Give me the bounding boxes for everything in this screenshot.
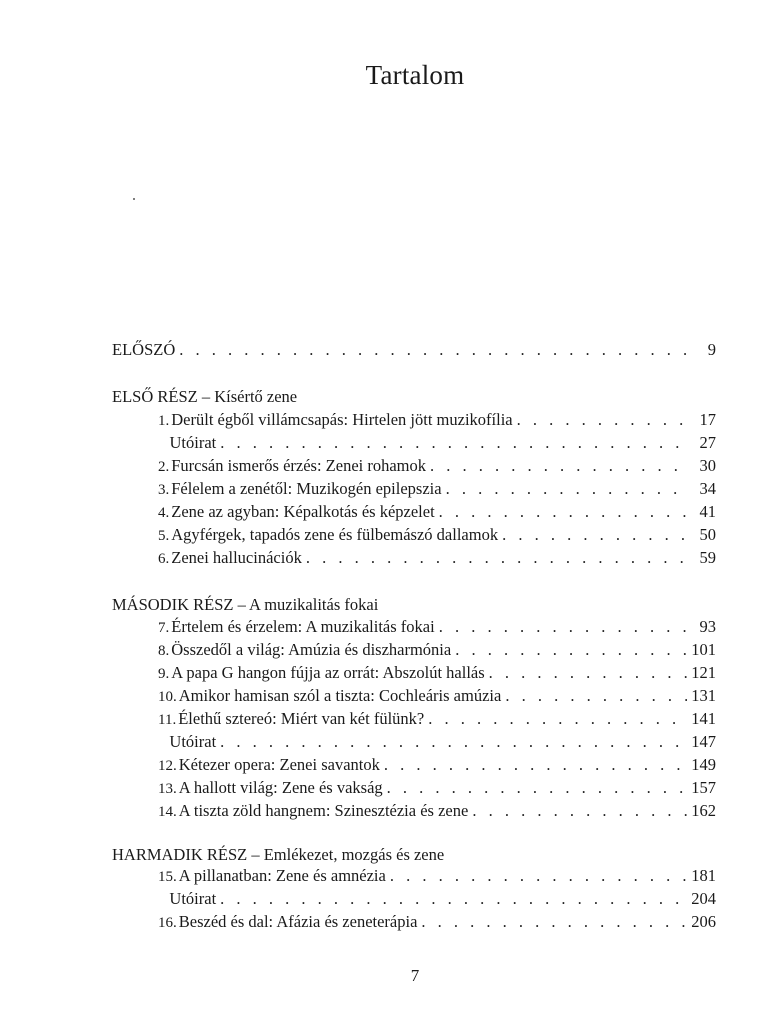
toc-entry-page: 157 [691, 778, 716, 797]
dot-leader [306, 548, 690, 568]
dot-leader [428, 709, 687, 729]
toc-entry-number: 4. [158, 505, 170, 521]
toc-entry-number: 9. [158, 666, 170, 682]
dot-leader [220, 433, 690, 453]
toc-entry-page: 121 [691, 663, 716, 682]
dot-leader [502, 525, 690, 545]
toc-entry-title: Furcsán ismerős érzés: Zenei rohamok [171, 456, 427, 475]
dot-leader [220, 732, 687, 752]
toc-entry-title: Összedől a világ: Amúzia és diszharmónia [171, 640, 452, 659]
toc-entry-page: 34 [699, 479, 716, 498]
toc-row [158, 778, 716, 800]
toc-entry-page: 30 [699, 456, 716, 475]
dot-leader [446, 479, 690, 499]
toc-row [158, 525, 716, 547]
dot-leader [472, 801, 687, 821]
toc-entry-title: Utóirat [169, 433, 217, 452]
toc-entry-title: Félelem a zenétől: Muzikogén epilepszia [171, 479, 442, 498]
toc-entry-number: 6. [158, 551, 170, 567]
toc-entry-number: 1. [158, 413, 170, 429]
dot-leader [505, 686, 687, 706]
toc-entry-page: 101 [691, 640, 716, 659]
toc-entry-page: 59 [699, 548, 716, 567]
dot-leader [439, 502, 690, 522]
toc-entry-title: Kétezer opera: Zenei savantok [178, 755, 380, 774]
toc-entry-title: A pillanatban: Zene és amnézia [178, 866, 386, 885]
part-title: HARMADIK RÉSZ – Emlékezet, mozgás és zene [112, 845, 445, 864]
toc-entry-title: Beszéd és dal: Afázia és zeneterápia [178, 912, 418, 931]
toc-entry-number: 16. [158, 915, 177, 931]
dot-leader [387, 778, 688, 798]
toc-row [158, 502, 716, 524]
dot-leader [439, 617, 690, 637]
toc-entry-number: 15. [158, 869, 177, 885]
toc-entry-title: Amikor hamisan szól a tiszta: Cochleáris amúzia [178, 686, 502, 705]
toc-row [158, 433, 716, 455]
toc-row [158, 755, 716, 777]
part-title: ELSŐ RÉSZ – Kísértő zene [112, 387, 298, 406]
toc-entry-number: 10. [158, 689, 177, 705]
dot-leader [517, 410, 690, 430]
page-number: 7 [410, 966, 420, 985]
toc-row [158, 617, 716, 639]
dot-leader [430, 456, 690, 476]
toc-row [158, 548, 716, 570]
toc-row [158, 866, 716, 888]
toc-entry-number: 3. [158, 482, 170, 498]
toc-entry-title: Derült égből villámcsapás: Hirtelen jött muzikofília [171, 410, 513, 429]
toc-entry-page: 181 [691, 866, 716, 885]
part-title: MÁSODIK RÉSZ – A muzikalitás fokai [112, 595, 379, 614]
toc-row-preface [112, 340, 716, 362]
toc-entry-page: 131 [691, 686, 716, 705]
page-title: Tartalom [365, 60, 465, 90]
dot-leader [489, 663, 688, 683]
dot-leader [179, 340, 690, 360]
toc-entry-title: Utóirat [169, 732, 217, 751]
toc-entry-title: A tiszta zöld hangnem: Szinesztézia és zene [178, 801, 469, 820]
toc-entry-title: Zenei hallucinációk [171, 548, 302, 567]
dot-leader [455, 640, 687, 660]
toc-entry-page: 9 [707, 340, 716, 359]
toc-entry-title: ELŐSZÓ [112, 340, 176, 359]
toc-row [158, 479, 716, 501]
toc-row [158, 686, 716, 708]
toc-entry-page: 17 [699, 410, 716, 429]
toc-entry-page: 141 [691, 709, 716, 728]
dot-leader [384, 755, 687, 775]
toc-row [158, 456, 716, 478]
toc-entry-title: Zene az agyban: Képalkotás és képzelet [171, 502, 435, 521]
dot-leader [220, 889, 687, 909]
toc-entry-title: Értelem és érzelem: A muzikalitás fokai [171, 617, 435, 636]
toc-entry-page: 162 [691, 801, 716, 820]
toc-row [158, 410, 716, 432]
dot-leader [421, 912, 687, 932]
toc-entry-number: 12. [158, 758, 177, 774]
toc-row [158, 801, 716, 823]
toc-entry-number: 7. [158, 620, 170, 636]
toc-entry-number: 8. [158, 643, 170, 659]
toc-row [158, 640, 716, 662]
toc-row [158, 663, 716, 685]
toc-entry-number: 13. [158, 781, 177, 797]
toc-entry-page: 27 [699, 433, 716, 452]
toc-entry-page: 147 [691, 732, 716, 751]
toc-entry-number: 11. [158, 712, 177, 728]
paper-speck [133, 198, 135, 200]
toc-entry-title: Utóirat [169, 889, 217, 908]
toc-entry-title: Élethű sztereó: Miért van két fülünk? [178, 709, 425, 728]
toc-entry-page: 204 [691, 889, 716, 908]
toc-row [158, 889, 716, 911]
toc-entry-page: 50 [699, 525, 716, 544]
toc-entry-number: 14. [158, 804, 177, 820]
toc-entry-number: 2. [158, 459, 170, 475]
toc-row [158, 912, 716, 934]
toc-entry-page: 206 [691, 912, 716, 931]
toc-entry-page: 41 [699, 502, 716, 521]
toc-entry-title: Agyférgek, tapadós zene és fülbemászó dallamok [171, 525, 499, 544]
toc-entry-title: A papa G hangon fújja az orrát: Abszolút hallás [171, 663, 485, 682]
dot-leader [390, 866, 687, 886]
toc-entry-title: A hallott világ: Zene és vakság [178, 778, 383, 797]
toc-row [158, 732, 716, 754]
toc-row [158, 709, 716, 731]
toc-entry-page: 93 [699, 617, 716, 636]
toc-entry-page: 149 [691, 755, 716, 774]
toc-entry-number: 5. [158, 528, 170, 544]
